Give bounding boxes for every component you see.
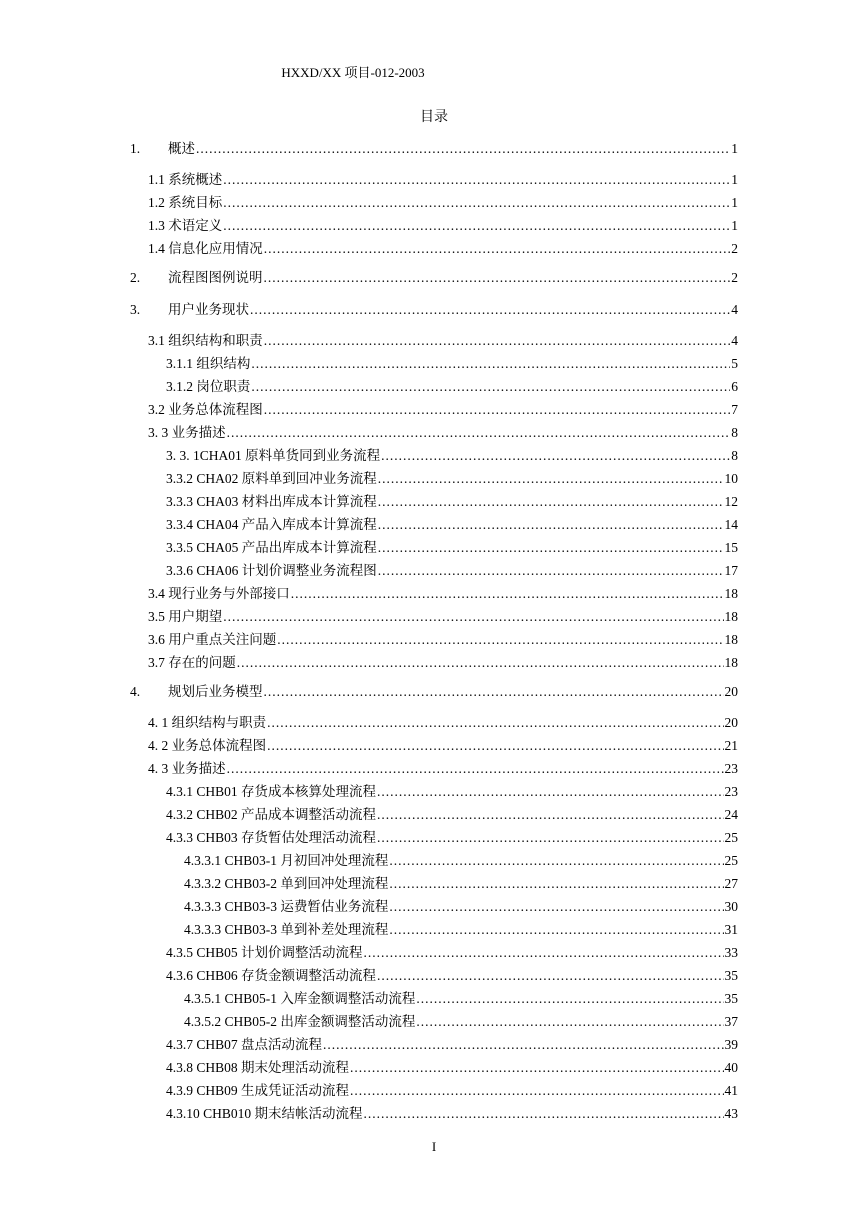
toc-leader-dots (264, 239, 731, 259)
toc-entry-number: 3. (130, 302, 141, 317)
toc-leader-dots (350, 1058, 723, 1078)
toc-entry-page: 1 (731, 218, 738, 233)
toc-leader-dots (389, 874, 723, 894)
toc-entry-page: 10 (724, 471, 738, 486)
toc-entry-page: 20 (724, 684, 738, 699)
toc-entry-page: 18 (724, 655, 738, 670)
toc-leader-dots (223, 193, 730, 213)
toc-entry-page: 18 (724, 632, 738, 647)
toc-entry[interactable] (148, 736, 738, 756)
toc-entry-page: 4 (731, 302, 738, 317)
toc-entry[interactable] (184, 989, 738, 1009)
toc-entry-page: 39 (724, 1037, 738, 1052)
toc-entry-title: 3.6 用户重点关注问题 (148, 632, 277, 647)
toc-entry-page: 8 (731, 448, 738, 463)
toc-entry[interactable] (166, 828, 738, 848)
toc-entry-number: 2. (130, 270, 141, 285)
toc-entry-page: 23 (724, 761, 738, 776)
toc-leader-dots (389, 897, 723, 917)
toc-entry[interactable] (130, 139, 738, 159)
toc-entry-title: 3.3.6 CHA06 计划价调整业务流程图 (166, 563, 377, 578)
toc-entry-title: 4.3.10 CHB010 期末结帐活动流程 (166, 1106, 363, 1121)
toc-entry-title: 4.3.3.3 CHB03-3 运费暂估业务流程 (184, 899, 389, 914)
toc-leader-dots (378, 515, 724, 535)
toc-leader-dots (264, 331, 731, 351)
toc-leader-dots (378, 492, 724, 512)
toc-entry-page: 1 (731, 141, 738, 156)
toc-entry-page: 37 (724, 1014, 738, 1029)
toc-entry-title: 4.3.1 CHB01 存货成本核算处理流程 (166, 784, 377, 799)
toc-entry-page: 35 (724, 991, 738, 1006)
toc-entry[interactable] (166, 492, 738, 512)
toc-leader-dots (223, 170, 730, 190)
toc-entry-title: 3.7 存在的问题 (148, 655, 236, 670)
toc-entry-number: 4. (130, 684, 141, 699)
toc-entry-page: 14 (724, 517, 738, 532)
toc-entry-title: 流程图图例说明 (168, 270, 263, 285)
toc-entry-page: 2 (731, 270, 738, 285)
toc-entry-title: 4.3.2 CHB02 产品成本调整活动流程 (166, 807, 377, 822)
toc-entry-page: 35 (724, 968, 738, 983)
toc-entry-page: 25 (724, 853, 738, 868)
toc-entry-title: 3.3.5 CHA05 产品出库成本计算流程 (166, 540, 377, 555)
toc-leader-dots (364, 943, 724, 963)
toc-leader-dots (267, 713, 723, 733)
toc-entry-page: 12 (724, 494, 738, 509)
toc-entry-page: 40 (724, 1060, 738, 1075)
toc-leader-dots (264, 400, 731, 420)
toc-entry-page: 7 (731, 402, 738, 417)
toc-leader-dots (377, 805, 723, 825)
toc-leader-dots (389, 920, 723, 940)
toc-leader-dots (196, 139, 730, 159)
toc-entry-title: 4.3.8 CHB08 期末处理活动流程 (166, 1060, 350, 1075)
toc-entry[interactable] (166, 446, 738, 466)
toc-entry[interactable] (166, 1035, 738, 1055)
toc-entry-title: 3.2 业务总体流程图 (148, 402, 263, 417)
document-header: HXXD/XX 项目-012-2003 (281, 65, 425, 80)
toc-entry-title: 用户业务现状 (168, 302, 249, 317)
toc-entry-title: 3.3.2 CHA02 原料单到回冲业务流程 (166, 471, 377, 486)
toc-entry[interactable] (166, 515, 738, 535)
toc-entry[interactable] (166, 943, 738, 963)
toc-entry[interactable] (184, 851, 738, 871)
toc-entry-page: 43 (724, 1106, 738, 1121)
toc-entry-title: 3.4 现行业务与外部接口 (148, 586, 290, 601)
toc-entry[interactable] (130, 682, 738, 702)
toc-entry-title: 4.3.6 CHB06 存货金额调整活动流程 (166, 968, 377, 983)
toc-entry-page: 25 (724, 830, 738, 845)
toc-entry-title: 4.3.9 CHB09 生成凭证活动流程 (166, 1083, 350, 1098)
toc-entry[interactable] (148, 331, 738, 351)
toc-leader-dots (251, 354, 730, 374)
toc-entry[interactable] (166, 354, 738, 374)
toc-entry[interactable] (130, 268, 738, 288)
toc-entry-title: 4.3.5.2 CHB05-2 出库金额调整活动流程 (184, 1014, 416, 1029)
toc-leader-dots (377, 782, 723, 802)
toc-entry[interactable] (166, 782, 738, 802)
toc-entry-title: 3.3.3 CHA03 材料出库成本计算流程 (166, 494, 377, 509)
toc-leader-dots (264, 682, 724, 702)
toc-entry-title: 4.3.3.3 CHB03-3 单到补差处理流程 (184, 922, 389, 937)
toc-entry[interactable] (184, 897, 738, 917)
toc-entry-title: 4. 1 组织结构与职责 (148, 715, 267, 730)
toc-entry[interactable] (184, 920, 738, 940)
toc-entry-page: 30 (724, 899, 738, 914)
toc-leader-dots (377, 966, 723, 986)
toc-leader-dots (267, 736, 723, 756)
toc-entry[interactable] (166, 561, 738, 581)
toc-entry[interactable] (166, 805, 738, 825)
toc-entry-title: 4. 2 业务总体流程图 (148, 738, 267, 753)
toc-entry[interactable] (148, 759, 738, 779)
toc-leader-dots (264, 268, 731, 288)
toc-entry-page: 23 (724, 784, 738, 799)
toc-entry-title: 4.3.3 CHB03 存货暂估处理活动流程 (166, 830, 377, 845)
toc-leader-dots (389, 851, 723, 871)
toc-leader-dots (223, 607, 723, 627)
toc-entry-title: 1.2 系统目标 (148, 195, 223, 210)
toc-entry-title: 1.4 信息化应用情况 (148, 241, 263, 256)
toc-entry[interactable] (148, 193, 738, 213)
toc-leader-dots (227, 759, 724, 779)
toc-entry[interactable] (148, 216, 738, 236)
toc-entry-title: 4.3.5.1 CHB05-1 入库金额调整活动流程 (184, 991, 416, 1006)
toc-leader-dots (378, 538, 724, 558)
toc-entry[interactable] (148, 607, 738, 627)
toc-leader-dots (350, 1081, 723, 1101)
toc-entry[interactable] (148, 423, 738, 443)
toc-entry-title: 4. 3 业务描述 (148, 761, 226, 776)
toc-entry-title: 4.3.3.1 CHB03-1 月初回冲处理流程 (184, 853, 389, 868)
toc-entry-page: 24 (724, 807, 738, 822)
toc-entry[interactable] (184, 1012, 738, 1032)
toc-entry[interactable] (130, 300, 738, 320)
toc-entry-title: 3. 3. 1CHA01 原料单货同到业务流程 (166, 448, 381, 463)
toc-entry-title: 3.3.4 CHA04 产品入库成本计算流程 (166, 517, 377, 532)
toc-entry-title: 1.1 系统概述 (148, 172, 223, 187)
toc-leader-dots (416, 1012, 723, 1032)
toc-entry-page: 17 (724, 563, 738, 578)
toc-entry[interactable] (184, 874, 738, 894)
toc-entry[interactable] (166, 538, 738, 558)
toc-leader-dots (364, 1104, 724, 1124)
toc-entry[interactable] (148, 630, 738, 650)
toc-entry[interactable] (148, 170, 738, 190)
toc-entry-page: 1 (731, 195, 738, 210)
toc-entry-title: 规划后业务模型 (168, 684, 263, 699)
toc-entry-title: 3.1.2 岗位职责 (166, 379, 251, 394)
toc-entry-title: 3.1 组织结构和职责 (148, 333, 263, 348)
toc-entry-page: 41 (724, 1083, 738, 1098)
toc-leader-dots (378, 561, 724, 581)
toc-entry-number: 1. (130, 141, 141, 156)
toc-title: 目录 (420, 110, 448, 125)
toc-entry-page: 6 (731, 379, 738, 394)
toc-entry[interactable] (166, 377, 738, 397)
toc-entry-title: 3. 3 业务描述 (148, 425, 226, 440)
toc-entry-page: 15 (724, 540, 738, 555)
toc-entry[interactable] (148, 239, 738, 259)
toc-entry-page: 21 (724, 738, 738, 753)
toc-entry-page: 8 (731, 425, 738, 440)
toc-entry-title: 3.5 用户期望 (148, 609, 223, 624)
toc-entry-page: 33 (724, 945, 738, 960)
toc-leader-dots (291, 584, 724, 604)
toc-leader-dots (323, 1035, 723, 1055)
toc-entry-page: 2 (731, 241, 738, 256)
toc-entry-page: 4 (731, 333, 738, 348)
toc-leader-dots (416, 989, 723, 1009)
toc-entry-title: 4.3.5 CHB05 计划价调整活动流程 (166, 945, 363, 960)
page-number: I (431, 1139, 437, 1154)
toc-entry-title: 概述 (168, 141, 195, 156)
toc-leader-dots (277, 630, 723, 650)
toc-entry[interactable] (166, 1058, 738, 1078)
toc-entry[interactable] (148, 400, 738, 420)
toc-entry-page: 27 (724, 876, 738, 891)
toc-entry[interactable] (148, 713, 738, 733)
toc-leader-dots (227, 423, 731, 443)
toc-entry-page: 1 (731, 172, 738, 187)
toc-entry-title: 4.3.7 CHB07 盘点活动流程 (166, 1037, 323, 1052)
toc-entry[interactable] (148, 653, 738, 673)
toc-entry-page: 18 (724, 586, 738, 601)
toc-entry-page: 5 (731, 356, 738, 371)
toc-leader-dots (250, 300, 730, 320)
toc-leader-dots (377, 828, 723, 848)
toc-entry-title: 1.3 术语定义 (148, 218, 223, 233)
toc-entry[interactable] (166, 966, 738, 986)
toc-entry-page: 31 (724, 922, 738, 937)
toc-leader-dots (251, 377, 730, 397)
toc-entry-page: 18 (724, 609, 738, 624)
toc-entry[interactable] (166, 1081, 738, 1101)
toc-entry[interactable] (148, 584, 738, 604)
toc-leader-dots (381, 446, 730, 466)
toc-entry[interactable] (166, 1104, 738, 1124)
toc-leader-dots (237, 653, 724, 673)
toc-entry[interactable] (166, 469, 738, 489)
toc-entry-title: 4.3.3.2 CHB03-2 单到回冲处理流程 (184, 876, 389, 891)
toc-entry-title: 3.1.1 组织结构 (166, 356, 251, 371)
toc-leader-dots (223, 216, 730, 236)
toc-entry-page: 20 (724, 715, 738, 730)
toc-leader-dots (378, 469, 724, 489)
